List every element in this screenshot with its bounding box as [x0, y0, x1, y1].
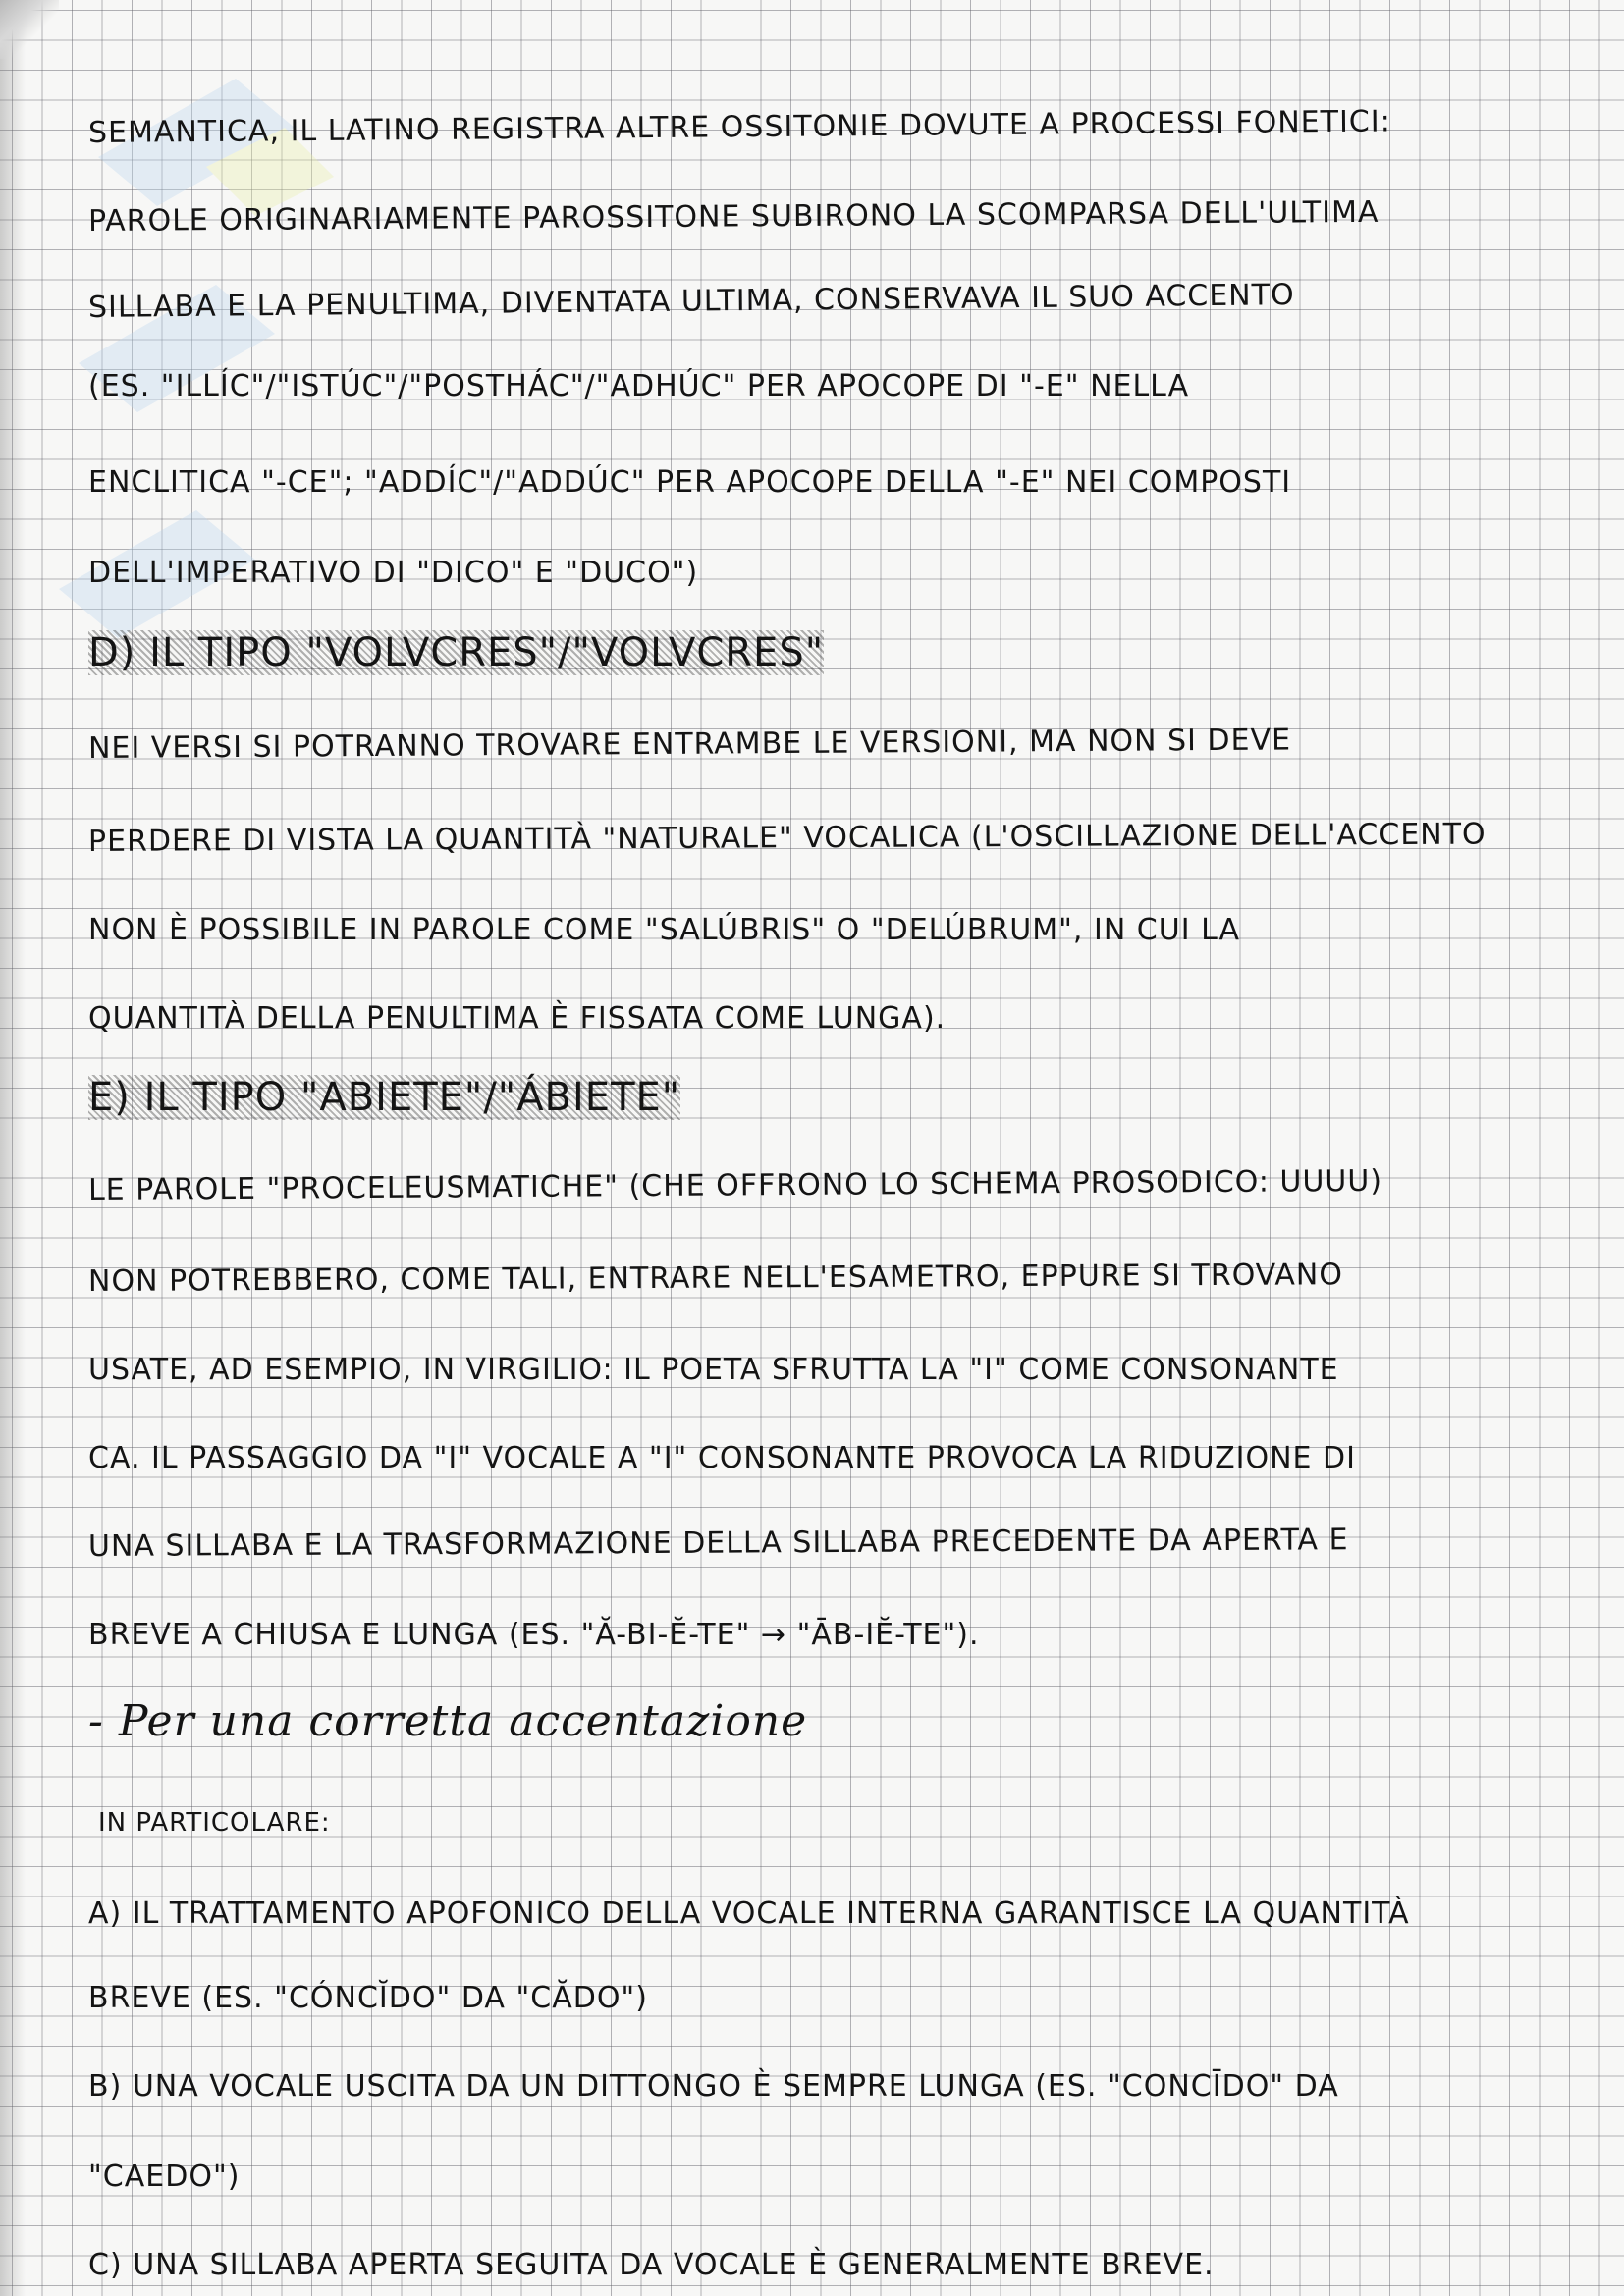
text-line: IN PARTICOLARE:: [98, 1808, 331, 1838]
text-line: NON POTREBBERO, COME TALI, ENTRARE NELL'ESAMETRO, EPPURE SI TROVANO: [87, 1257, 1344, 1299]
text-line: NEI VERSI SI POTRANNO TROVARE ENTRAMBE LE VERSIONI, MA NON SI DEVE: [87, 722, 1292, 766]
section-heading-e: E) IL TIPO "ABIETE"/"ÁBIETE": [88, 1075, 681, 1120]
text-line: "CAEDO"): [88, 2160, 241, 2194]
text-line: PERDERE DI VISTA LA QUANTITÀ "NATURALE" VOCALICA (L'OSCILLAZIONE DELL'ACCENTO: [87, 817, 1487, 859]
text-line: ENCLITICA "-CE"; "ADDÍC"/"ADDÚC" PER APOCOPE DELLA "-E" NEI COMPOSTI: [88, 465, 1292, 500]
text-line: BREVE A CHIUSA E LUNGA (ES. "Ă-BI-Ĕ-TE" → "ĀB-IĔ-TE").: [88, 1618, 980, 1652]
text-line: USATE, AD ESEMPIO, IN VIRGILIO: IL POETA SFRUTTA LA "I" COME CONSONANTE: [88, 1353, 1339, 1387]
section-heading-d: D) IL TIPO "VOLVCRES"/"VOLVCRES": [88, 630, 825, 675]
text-line: SILLABA E LA PENULTIMA, DIVENTATA ULTIMA, CONSERVAVA IL SUO ACCENTO: [87, 278, 1295, 325]
text-line: B) UNA VOCALE USCITA DA UN DITTONGO È SEMPRE LUNGA (ES. "CONCĪDO" DA: [88, 2069, 1339, 2104]
text-line: C) UNA SILLABA APERTA SEGUITA DA VOCALE È GENERALMENTE BREVE.: [88, 2248, 1215, 2282]
text-line: SEMANTICA, IL LATINO REGISTRA ALTRE OSSITONIE DOVUTE A PROCESSI FONETICI:: [87, 104, 1391, 150]
text-line: CA. IL PASSAGGIO DA "I" VOCALE A "I" CONSONANTE PROVOCA LA RIDUZIONE DI: [88, 1441, 1356, 1475]
text-line: BREVE (ES. "CÓNCĬDO" DA "CĂDO"): [88, 1981, 648, 2015]
page-edge-shadow: [0, 0, 26, 2296]
text-line: DELL'IMPERATIVO DI "DICO" E "DUCO"): [88, 556, 699, 590]
text-line: UNA SILLABA E LA TRASFORMAZIONE DELLA SILLABA PRECEDENTE DA APERTA E: [87, 1522, 1349, 1564]
text-line: NON È POSSIBILE IN PAROLE COME "SALÚBRIS" O "DELÚBRUM", IN CUI LA: [88, 913, 1241, 947]
text-line: QUANTITÀ DELLA PENULTIMA È FISSATA COME LUNGA).: [88, 1001, 947, 1036]
text-line: A) IL TRATTAMENTO APOFONICO DELLA VOCALE INTERNA GARANTISCE LA QUANTITÀ: [88, 1896, 1410, 1931]
text-line: LE PAROLE "PROCELEUSMATICHE" (CHE OFFRONO LO SCHEMA PROSODICO: UUUU): [87, 1163, 1383, 1207]
text-line: PAROLE ORIGINARIAMENTE PAROSSITONE SUBIRONO LA SCOMPARSA DELL'ULTIMA: [87, 194, 1380, 239]
text-line: (ES. "ILLÍC"/"ISTÚC"/"POSTHÁC"/"ADHÚC" PER APOCOPE DI "-E" NELLA: [88, 369, 1190, 403]
subheading-accentazione: - Per una corretta accentazione: [88, 1696, 808, 1746]
